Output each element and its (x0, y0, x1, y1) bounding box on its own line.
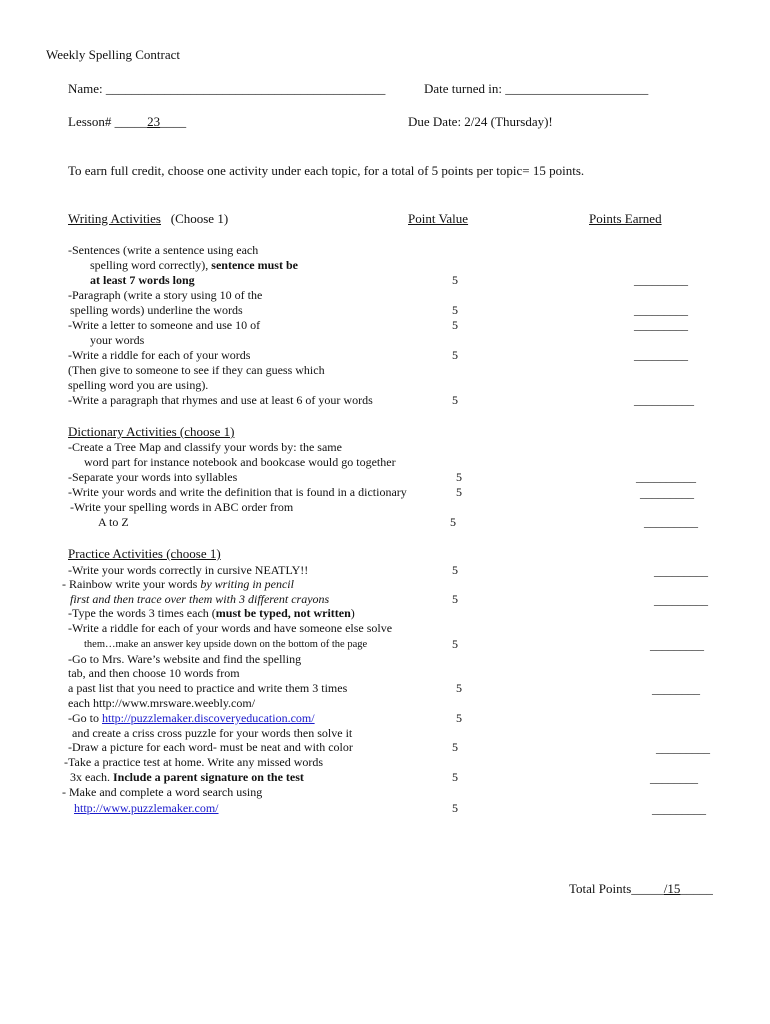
practice-line: - Make and complete a word search using (62, 785, 263, 799)
practice-emphasis: Include a parent signature on the test (112, 770, 304, 784)
practice-line: -Take a practice test at home. Write any missed words (64, 755, 324, 769)
total-label: Total Points (569, 881, 632, 896)
points-earned-blank: _________ (652, 802, 706, 816)
point-value: 5 (452, 318, 458, 332)
points-earned-blank: _________ (654, 593, 708, 607)
point-value-header: Point Value (408, 211, 469, 226)
point-value: 5 (450, 515, 456, 529)
practice-line (68, 606, 355, 621)
practice-line: first and then trace over them with 3 different crayons (70, 592, 330, 606)
due-date: Due Date: 2/24 (Thursday)! (408, 114, 553, 129)
dictionary-line: -Write your words and write the definition that is found in a dictionary (68, 485, 407, 499)
lesson-prefix: Lesson# _____ (68, 114, 148, 129)
point-value: 5 (456, 711, 462, 725)
points-earned-blank: _________ (634, 318, 688, 332)
points-earned-blank: _________ (654, 564, 708, 578)
writing-heading (68, 211, 228, 226)
puzzlemaker-discovery-link[interactable]: http://puzzlemaker.discoveryeducation.com/ (102, 711, 315, 725)
writing-line: your words (90, 333, 145, 347)
point-value: 5 (452, 273, 458, 287)
writing-line: -Write a letter to someone and use 10 of (68, 318, 261, 332)
practice-line (70, 770, 304, 785)
writing-line: -Paragraph (write a story using 10 of the (68, 288, 263, 302)
points-earned-blank: ________ (650, 771, 698, 785)
dictionary-line: word part for instance notebook and bookcase would go together (84, 455, 396, 469)
lesson-number-line (68, 114, 186, 129)
point-value: 5 (452, 348, 458, 362)
practice-line: -Go to Mrs. Ware’s website and find the spelling (68, 652, 302, 666)
points-earned-blank: _________ (644, 515, 698, 529)
points-earned-header: Points Earned (589, 211, 662, 226)
dictionary-heading: Dictionary Activities (choose 1) (68, 424, 235, 439)
practice-heading: Practice Activities (choose 1) (68, 546, 221, 561)
writing-line: -Sentences (write a sentence using each (68, 243, 259, 257)
date-turned-in-line: Date turned in: ______________________ (424, 81, 649, 96)
practice-text: -Type the words 3 times each ( (68, 606, 216, 620)
total-blank: _____ (631, 881, 664, 896)
instructions: To earn full credit, choose one activity under each topic, for a total of 5 points per topic= 15 points. (68, 163, 585, 178)
practice-line: a past list that you need to practice and write them 3 times (68, 681, 348, 695)
practice-text: - Rainbow write your words (62, 577, 201, 591)
practice-line: and create a criss cross puzzle for your words then solve it (72, 726, 353, 740)
practice-line (74, 801, 219, 816)
dictionary-line: A to Z (98, 515, 129, 529)
points-earned-blank: __________ (636, 470, 696, 484)
total-blank: _____ (680, 881, 713, 896)
writing-emphasis: sentence must be (211, 258, 298, 272)
points-earned-blank: _________ (650, 638, 704, 652)
practice-emphasis: by writing in pencil (200, 577, 294, 591)
practice-line: -Write your words correctly in cursive NEATLY!! (68, 563, 309, 577)
points-earned-blank: __________ (634, 393, 694, 407)
point-value: 5 (456, 681, 462, 695)
point-value: 5 (456, 470, 462, 484)
points-earned-blank: ________ (652, 682, 700, 696)
points-earned-blank: _________ (634, 303, 688, 317)
practice-line: tab, and then choose 10 words from (68, 666, 240, 680)
point-value: 5 (452, 303, 458, 317)
practice-line: them…make an answer key upside down on the bottom of the page (84, 639, 368, 650)
dictionary-line: -Separate your words into syllables (68, 470, 238, 484)
points-earned-blank: _________ (640, 486, 694, 500)
writing-line: spelling words) underline the words (70, 303, 243, 317)
writing-line: -Write a paragraph that rhymes and use at least 6 of your words (68, 393, 373, 407)
point-value: 5 (452, 801, 458, 815)
name-field-line: Name: ___________________________________________ (68, 81, 386, 96)
writing-heading-text: Writing Activities (68, 211, 161, 226)
writing-text: spelling word correctly), (90, 258, 212, 272)
practice-line: -Write a riddle for each of your words and have someone else solve (68, 621, 393, 635)
practice-text: -Go to (68, 711, 102, 725)
point-value: 5 (452, 592, 458, 606)
point-value: 5 (456, 485, 462, 499)
practice-line: each http://www.mrsware.weebly.com/ (68, 696, 256, 710)
puzzlemaker-link[interactable]: http://www.puzzlemaker.com/ (74, 801, 219, 815)
points-earned-blank: _________ (634, 348, 688, 362)
lesson-number: 23 (147, 114, 161, 129)
practice-line (68, 711, 315, 726)
writing-line (90, 258, 298, 273)
total-denominator: /15 (663, 881, 681, 896)
points-earned-blank: _________ (656, 741, 710, 755)
point-value: 5 (452, 740, 458, 754)
writing-line: -Write a riddle for each of your words (68, 348, 251, 362)
practice-text: ) (350, 606, 355, 620)
point-value: 5 (452, 770, 458, 784)
points-earned-blank: _________ (634, 273, 688, 287)
page-title: Weekly Spelling Contract (46, 47, 180, 62)
total-points (569, 881, 713, 896)
practice-text: 3x each. (70, 770, 113, 784)
point-value: 5 (452, 393, 458, 407)
point-value: 5 (452, 637, 458, 651)
practice-line (62, 577, 294, 592)
writing-choose: (Choose 1) (170, 211, 229, 226)
lesson-suffix: ____ (160, 114, 187, 129)
writing-line: at least 7 words long (90, 273, 195, 287)
writing-line: (Then give to someone to see if they can guess which (68, 363, 325, 377)
dictionary-line: -Write your spelling words in ABC order from (70, 500, 294, 514)
practice-line: -Draw a picture for each word- must be neat and with color (68, 740, 353, 754)
point-value: 5 (452, 563, 458, 577)
writing-line: spelling word you are using). (68, 378, 209, 392)
dictionary-line: -Create a Tree Map and classify your words by: the same (68, 440, 342, 454)
practice-emphasis: must be typed, not written (215, 606, 351, 620)
